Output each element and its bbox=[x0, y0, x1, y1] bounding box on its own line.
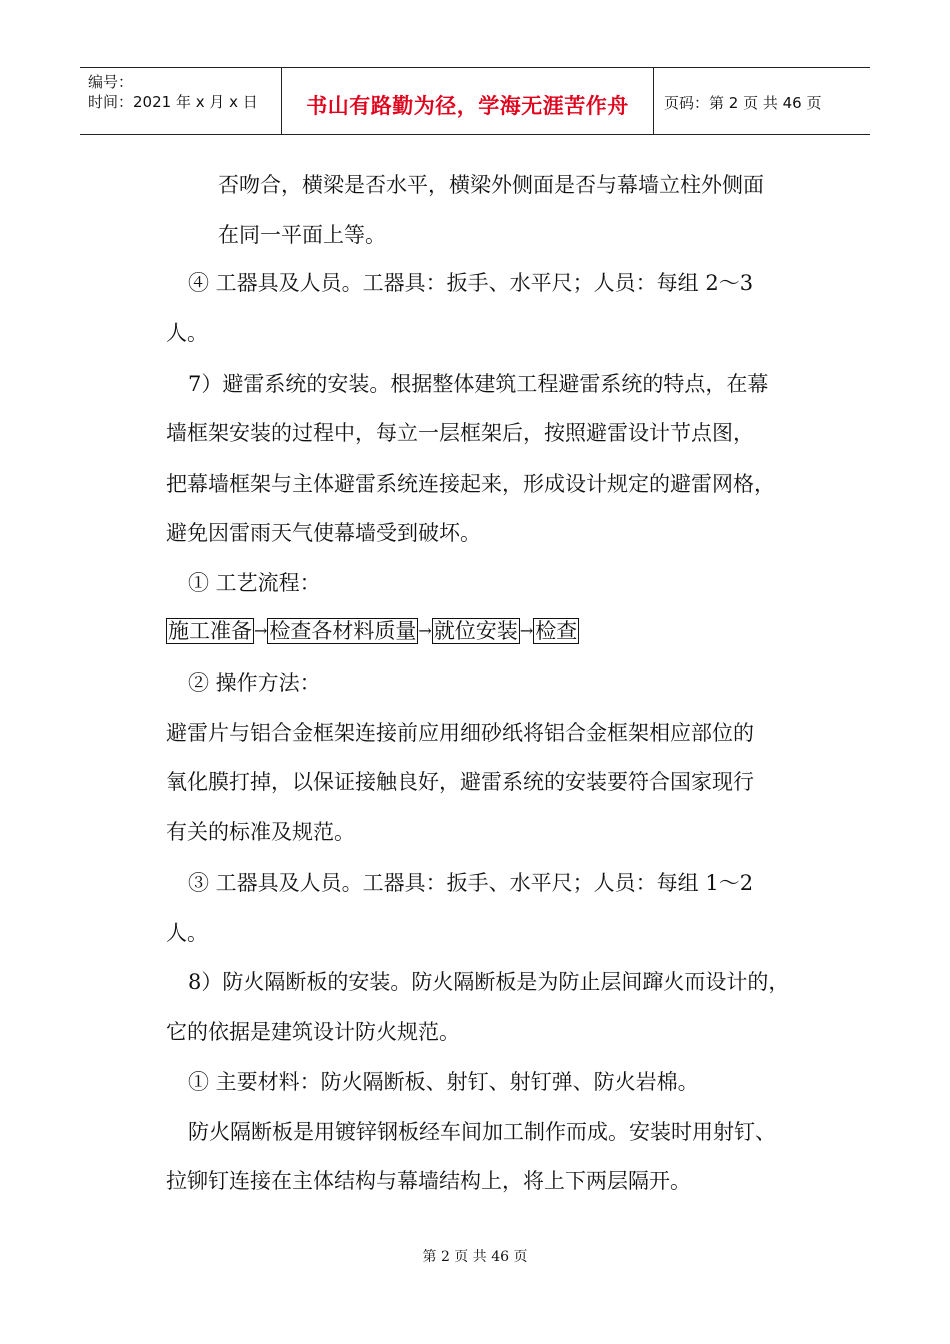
body-paragraph: 它的依据是建筑设计防火规范。 bbox=[166, 1020, 460, 1044]
flow-step: 检查 bbox=[535, 619, 578, 643]
body-paragraph: 避雷片与铝合金框架连接前应用细砂纸将铝合金框架相应部位的 bbox=[166, 721, 754, 745]
header-motto-cell bbox=[282, 68, 654, 134]
body-paragraph: 人。 bbox=[166, 921, 208, 945]
body-paragraph: 人。 bbox=[166, 321, 208, 345]
body-paragraph: 把幕墙框架与主体避雷系统连接起来，形成设计规定的避雷网格， bbox=[166, 472, 775, 496]
body-paragraph: ④ 工器具及人员。工器具：扳手、水平尺；人员：每组 2～3 bbox=[188, 271, 754, 295]
page-footer: 第 2 页 共 46 页 bbox=[422, 1249, 528, 1265]
flow-arrow-icon: → bbox=[418, 621, 432, 640]
body-paragraph: ① 主要材料：防火隔断板、射钉、射钉弹、防火岩棉。 bbox=[188, 1070, 699, 1094]
body-paragraph: ③ 工器具及人员。工器具：扳手、水平尺；人员：每组 1～2 bbox=[188, 871, 754, 895]
body-paragraph: 拉铆钉连接在主体结构与幕墙结构上，将上下两层隔开。 bbox=[166, 1169, 691, 1193]
header-meta bbox=[80, 68, 282, 134]
body-paragraph: 有关的标准及规范。 bbox=[166, 820, 355, 844]
body-paragraph: 墙框架安装的过程中，每立一层框架后，按照避雷设计节点图， bbox=[166, 421, 754, 445]
body-paragraph: 防火隔断板是用镀锌钢板经车间加工制作而成。安装时用射钉、 bbox=[188, 1120, 776, 1144]
document-number-label: 编号： bbox=[88, 73, 134, 91]
body-paragraph: 在同一平面上等。 bbox=[218, 223, 386, 247]
section-heading: ① 工艺流程： bbox=[188, 571, 321, 595]
flow-arrow-icon: → bbox=[254, 621, 268, 640]
body-paragraph: 否吻合，横梁是否水平，横梁外侧面是否与幕墙立柱外侧面 bbox=[218, 173, 764, 197]
body-paragraph: 氧化膜打掉，以保证接触良好，避雷系统的安装要符合国家现行 bbox=[166, 770, 754, 794]
flow-step: 检查各材料质量 bbox=[269, 619, 417, 643]
body-paragraph: 7）避雷系统的安装。根据整体建筑工程避雷系统的特点，在幕 bbox=[188, 372, 769, 396]
header-page-code: 页码：第 2 页 共 46 页 bbox=[664, 94, 822, 112]
header-motto: 书山有路勤为径，学海无涯苦作舟 bbox=[306, 94, 629, 118]
flow-step: 施工准备 bbox=[168, 619, 252, 643]
flow-step: 就位安装 bbox=[433, 619, 518, 643]
body-paragraph: 8）防火隔断板的安装。防火隔断板是为防止层间蹿火而设计的， bbox=[188, 970, 790, 994]
body-paragraph: 避免因雷雨天气使幕墙受到破坏。 bbox=[166, 521, 481, 545]
process-flow bbox=[166, 617, 579, 645]
page-header bbox=[80, 67, 870, 135]
document-date: 时间：2021 年 x 月 x 日 bbox=[88, 93, 258, 111]
section-heading: ② 操作方法： bbox=[188, 671, 321, 695]
flow-arrow-icon: → bbox=[519, 621, 534, 640]
